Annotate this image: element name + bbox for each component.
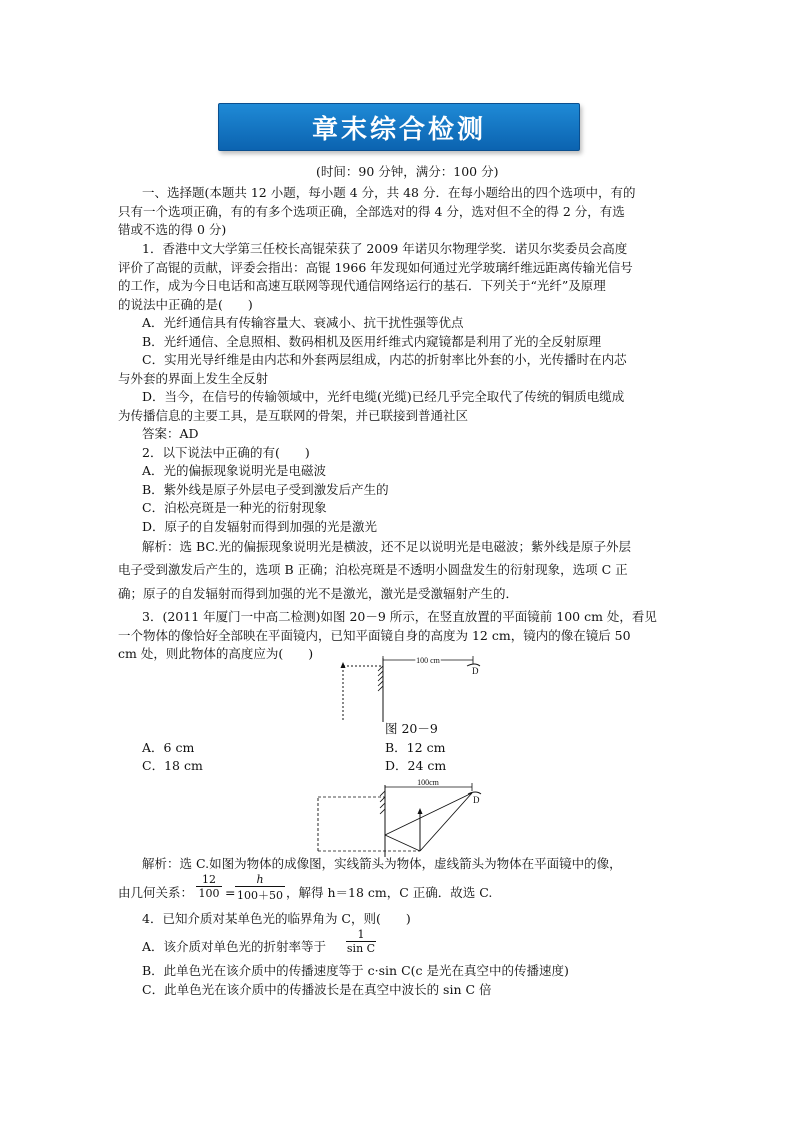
q2-explanation-line1: 解析：选 BC.光的偏振现象说明光是横波，还不足以说明光是电磁波；紫外线是原子外层 bbox=[142, 539, 631, 554]
mirror-hatch bbox=[380, 797, 385, 802]
q1-option-d-line2: 为传播信息的主要工具，是互联网的骨架，并已联接到普通社区 bbox=[118, 408, 469, 423]
q4-option-b: B．此单色光在该介质中的传播速度等于 c·sin C(c 是光在真空中的传播速度) bbox=[142, 963, 569, 978]
q1-option-d-line1: D．当今，在信号的传输领域中，光纤电缆(光缆)已经几乎完全取代了传统的铜质电缆成 bbox=[142, 389, 625, 404]
section-heading-line1: 一、选择题(本题共 12 小题，每小题 4 分，共 48 分．在每小题给出的四个选项中，有的 bbox=[142, 185, 636, 200]
mirror-hatch bbox=[380, 803, 385, 808]
light-ray bbox=[420, 793, 472, 851]
fraction-denominator: 100 bbox=[196, 886, 222, 900]
chapter-title: 章末综合检测 bbox=[311, 114, 486, 145]
fraction-denominator: sin C bbox=[346, 942, 376, 955]
mirror-hatch bbox=[378, 666, 383, 671]
q1-stem-line1: 1．香港中文大学第三任校长高锟荣获了 2009 年诺贝尔物理学奖．诺贝尔奖委员会高度 bbox=[142, 241, 628, 256]
equals-sign: = bbox=[225, 885, 236, 900]
q1-stem-line4: 的说法中正确的是( ) bbox=[118, 297, 253, 312]
q3-option-d: D．24 cm bbox=[385, 758, 447, 773]
q2-stem: 2．以下说法中正确的有( ) bbox=[142, 445, 310, 460]
section-heading-line3: 错或不选的得 0 分) bbox=[118, 222, 227, 237]
mirror-hatch bbox=[378, 686, 383, 691]
q1-option-a: A．光纤通信具有传输容量大、衰减小、抗干扰性强等优点 bbox=[142, 315, 464, 330]
q1-stem-line3: 的工作，成为今日电话和高速互联网等现代通信网络运行的基石．下列关于“光纤”及原理 bbox=[118, 278, 606, 293]
q3-explanation-prefix: 由几何关系： bbox=[118, 885, 194, 900]
q1-option-c-line1: C．实用光导纤维是由内芯和外套两层组成，内芯的折射率比外套的小，光传播时在内芯 bbox=[142, 352, 627, 367]
mirror-hatch bbox=[378, 681, 383, 686]
chapter-title-banner bbox=[218, 103, 580, 151]
fraction-numerator: 12 bbox=[202, 873, 216, 886]
q2-option-b: B．紫外线是原子外层电子受到激发后产生的 bbox=[142, 482, 389, 497]
solution-figure bbox=[310, 775, 490, 857]
figure-caption: 图 20－9 bbox=[385, 721, 438, 736]
q3-option-c: C．18 cm bbox=[142, 758, 203, 773]
real-object-arrowhead bbox=[418, 808, 423, 814]
distance-label: 100cm bbox=[417, 778, 439, 787]
q1-stem-line2: 评价了高锟的贡献，评委会指出：高锟 1966 年发现如何通过光学玻璃纤维远距离传输光信号 bbox=[118, 260, 633, 275]
q3-explanation-result: ，解得 h＝18 cm，C 正确．故选 C. bbox=[286, 885, 493, 900]
eye-label: D bbox=[473, 795, 480, 805]
q3-option-a: A．6 cm bbox=[142, 740, 195, 755]
q3-stem-line2: 一个物体的像恰好全部映在平面镜内，已知平面镜自身的高度为 12 cm，镜内的像在镜后 50 bbox=[118, 628, 631, 643]
distance-label: 100 cm bbox=[416, 656, 440, 665]
section-heading-line2: 只有一个选项正确，有的有多个选项正确，全部选对的得 4 分，选对但不全的得 2 分，有选 bbox=[118, 204, 625, 219]
q3-explanation-line1: 解析：选 C.如图为物体的成像图，实线箭头为物体，虚线箭头为物体在平面镜中的像， bbox=[142, 856, 622, 871]
object-arrowhead bbox=[341, 662, 346, 668]
fraction-h-over-150 bbox=[235, 873, 285, 903]
time-info: (时间：90 分钟，满分：100 分) bbox=[316, 164, 499, 179]
q3-stem-line1: 3．(2011 年厦门一中高二检测)如图 20－9 所示，在竖直放置的平面镜前 100 cm 处，看见 bbox=[142, 609, 657, 624]
q4-stem: 4．已知介质对某单色光的临界角为 C，则( ) bbox=[142, 911, 411, 926]
eye-label: D bbox=[472, 666, 479, 676]
figure-20-9 bbox=[335, 652, 495, 722]
q2-explanation-line2: 电子受到激发后产生的，选项 B 正确；泊松亮斑是不透明小圆盘发生的衍射现象，选项 C 正 bbox=[118, 562, 628, 577]
mirror-hatch bbox=[380, 791, 385, 796]
fraction-12-over-100 bbox=[196, 873, 222, 900]
q1-option-c-line2: 与外套的界面上发生全反射 bbox=[118, 371, 269, 386]
fraction-numerator: h bbox=[256, 873, 264, 886]
light-ray bbox=[385, 835, 420, 851]
fraction-1-over-sinc bbox=[346, 928, 376, 955]
fraction-numerator: 1 bbox=[357, 928, 365, 941]
q2-option-d: D．原子的自发辐射而得到加强的光是激光 bbox=[142, 519, 378, 534]
light-ray bbox=[385, 793, 472, 835]
q3-option-b: B．12 cm bbox=[385, 740, 446, 755]
q1-answer: 答案：AD bbox=[142, 426, 199, 441]
q2-explanation-line3: 确；原子的自发辐射而得到加强的光不是激光，激光是受激辐射产生的． bbox=[118, 586, 519, 601]
mirror-hatch bbox=[378, 671, 383, 676]
fraction-denominator: 100＋50 bbox=[235, 886, 285, 903]
q4-option-c: C．此单色光在该介质中的传播波长是在真空中波长的 sin C 倍 bbox=[142, 982, 492, 997]
q2-option-a: A．光的偏振现象说明光是电磁波 bbox=[142, 463, 327, 478]
mirror-hatch bbox=[380, 809, 385, 814]
q4-option-a: A．该介质对单色光的折射率等于 bbox=[142, 939, 327, 954]
q2-option-c: C．泊松亮斑是一种光的衍射现象 bbox=[142, 500, 327, 515]
q1-option-b: B．光纤通信、全息照相、数码相机及医用纤维式内窥镜都是利用了光的全反射原理 bbox=[142, 334, 602, 349]
mirror-hatch bbox=[378, 676, 383, 681]
q3-stem-line3: cm 处，则此物体的高度应为( ) bbox=[118, 646, 314, 661]
